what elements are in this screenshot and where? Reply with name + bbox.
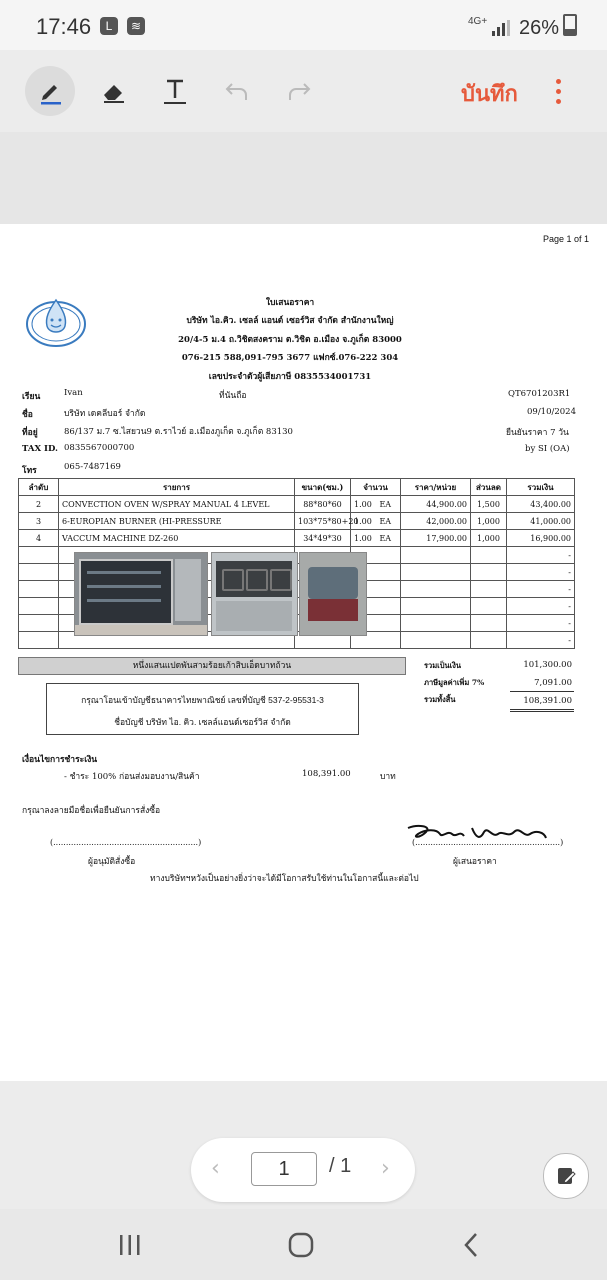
signal-icon — [492, 20, 510, 36]
drawing-toolbar — [0, 50, 607, 132]
canvas-margin — [0, 132, 607, 224]
payment-terms-item: - ชำระ 100% ก่อนส่งมอบงาน/สินค้า — [64, 772, 200, 782]
item-no: 3 — [19, 513, 59, 530]
prepared-by: by SI (OA) — [525, 444, 570, 454]
back-icon — [461, 1232, 481, 1258]
company-logo — [25, 294, 87, 348]
item-qty-cell — [351, 496, 401, 513]
sign-request: กรุณาลงลายมือชื่อเพื่อยืนยันการสั่งซื้อ — [22, 806, 161, 816]
taxid-value: 0835567000700 — [64, 443, 135, 453]
pen-icon — [35, 76, 65, 106]
quote-number: QT6701203R1 — [508, 389, 571, 399]
item-desc: VACCUM MACHINE DZ-260 — [59, 530, 295, 547]
item-price: 44,900.00 — [401, 496, 471, 513]
subtotal-value: 101,300.00 — [523, 660, 572, 670]
pen-tool-button[interactable] — [25, 66, 75, 116]
next-page-icon[interactable]: › — [381, 1156, 390, 1181]
page-label: Page 1 of 1 — [542, 234, 589, 244]
battery-status — [519, 14, 577, 40]
android-nav-bar — [0, 1209, 607, 1280]
item-qty: 1.00 — [354, 516, 372, 526]
col-header: ลำดับ — [19, 479, 59, 496]
empty-total: - — [507, 547, 575, 564]
item-total: 16,900.00 — [507, 530, 575, 547]
line-icon: L — [100, 17, 118, 35]
empty-total: - — [507, 564, 575, 581]
item-unit: EA — [379, 516, 392, 526]
quote-date: 09/10/2024 — [527, 407, 576, 417]
item-no: 4 — [19, 530, 59, 547]
item-desc: CONVECTION OVEN W/SPRAY MANUAL 4 LEVEL — [59, 496, 295, 513]
item-discount: 1,000 — [471, 513, 507, 530]
item-qty-cell — [351, 513, 401, 530]
ref-label: ที่นันถือ — [219, 391, 247, 401]
item-qty: 1.00 — [354, 533, 372, 543]
prev-page-icon[interactable]: ‹ — [211, 1156, 220, 1181]
page-total: / 1 — [329, 1155, 352, 1177]
name-label: ชื่อ — [22, 410, 33, 420]
vat-value: 7,091.00 — [534, 678, 572, 688]
item-desc: 6-EUROPIAN BURNER (HI-PRESSURE — [59, 513, 295, 530]
item-qty: 1.00 — [354, 499, 372, 509]
tel-label: โทร — [22, 466, 37, 476]
name-value: บริษัท เดคลีบอร์ จำกัด — [64, 409, 146, 419]
address-label: ที่อยู่ — [22, 428, 38, 438]
empty-total: - — [507, 581, 575, 598]
company-phone: 076-215 588,091-795 3677 แฟกซ์.076-222 304 — [181, 353, 399, 363]
taxid-label: TAX ID. — [22, 444, 59, 454]
footer-note: ทางบริษัทฯหวังเป็นอย่างยิ่งว่าจะได้มีโอกาสรับใช้ท่านในโอกาสนี้และต่อไป — [150, 874, 419, 884]
battery-percent: 26% — [518, 17, 559, 39]
page-navigator — [191, 1138, 415, 1202]
bank-account-name: ชื่อบัญชี บริษัท ไอ. คิว. เซลล์แอนด์เซอร์วิส จำกัด — [114, 717, 291, 727]
recent-apps-icon — [118, 1233, 142, 1257]
col-header: ส่วนลด — [471, 479, 507, 496]
bottom-area — [0, 1081, 607, 1280]
table-row — [19, 496, 575, 513]
grand-total-label: รวมทั้งสิ้น — [424, 695, 456, 704]
approver-label: ผู้อนุมัติสั่งซื้อ — [88, 857, 136, 867]
item-size: 88*80*60 — [295, 496, 351, 513]
item-price: 42,000.00 — [401, 513, 471, 530]
payment-terms-label: เงื่อนไขการชำระเงิน — [22, 755, 98, 765]
oven-photo — [74, 552, 208, 636]
bank-account-line: กรุณาโอนเข้าบัญชีธนาคารไทยพาณิชย์ เลขที่บัญชี 537-2-95531-3 — [81, 695, 324, 705]
empty-total: - — [507, 615, 575, 632]
payment-terms-unit: บาท — [380, 772, 396, 782]
edit-document-button[interactable] — [543, 1153, 589, 1199]
company-name: บริษัท ไอ.คิว. เซลล์ แอนด์ เซอร์วิส จำกัด สำนักงานใหญ่ — [186, 316, 394, 326]
quotation-document[interactable] — [0, 224, 607, 1081]
item-size: 34*49*30 — [295, 530, 351, 547]
eraser-icon — [98, 76, 128, 106]
col-header: จำนวน — [351, 479, 401, 496]
undo-button[interactable] — [212, 66, 262, 116]
validity-text: ยืนยันราคา 7 วัน — [506, 428, 569, 438]
status-bar — [0, 0, 607, 50]
col-header: รายการ — [59, 479, 295, 496]
text-tool-button[interactable] — [150, 66, 200, 116]
table-row — [19, 530, 575, 547]
redo-icon — [284, 76, 314, 106]
more-vert-icon[interactable] — [548, 76, 568, 108]
home-button[interactable] — [281, 1229, 321, 1261]
company-tax-id: เลขประจำตัวผู้เสียภาษี 0835534001731 — [208, 372, 372, 382]
item-discount: 1,000 — [471, 530, 507, 547]
item-unit: EA — [379, 499, 392, 509]
subtotal-label: รวมเป็นเงิน — [424, 661, 461, 670]
empty-total: - — [507, 632, 575, 649]
col-header: ราคา/หน่วย — [401, 479, 471, 496]
payment-terms-amount: 108,391.00 — [302, 769, 351, 779]
doc-title: ใบเสนอราคา — [265, 298, 315, 308]
bank-info-box — [46, 683, 359, 735]
total-double-underline — [510, 709, 574, 710]
network-type: 4G+ — [468, 16, 488, 27]
item-unit: EA — [379, 533, 392, 543]
recent-apps-button[interactable] — [110, 1229, 150, 1261]
item-qty-cell — [351, 530, 401, 547]
save-button[interactable]: บันทึก — [461, 82, 518, 107]
burner-photo — [211, 552, 298, 636]
page-number-input[interactable]: 1 — [251, 1152, 317, 1186]
item-total: 43,400.00 — [507, 496, 575, 513]
amount-in-words: หนึ่งแสนแปดพันสามร้อยเก้าสิบเอ็ดบาทถ้วน — [18, 657, 406, 675]
item-size: 103*75*80+20 — [295, 513, 351, 530]
item-discount: 1,500 — [471, 496, 507, 513]
col-header: รวมเงิน — [507, 479, 575, 496]
text-icon — [160, 76, 190, 106]
redo-button[interactable] — [274, 66, 324, 116]
table-header-row — [19, 479, 575, 496]
undo-icon — [222, 76, 252, 106]
empty-total: - — [507, 598, 575, 615]
table-row — [19, 513, 575, 530]
vacuum-machine-photo — [299, 552, 367, 636]
battery-icon — [563, 14, 577, 36]
item-no: 2 — [19, 496, 59, 513]
back-button[interactable] — [451, 1229, 491, 1261]
total-double-underline — [510, 711, 574, 712]
eraser-tool-button[interactable] — [88, 66, 138, 116]
to-label: เรียน — [22, 392, 41, 402]
vat-label: ภาษีมูลค่าเพิ่ม 7% — [424, 678, 485, 687]
item-total: 41,000.00 — [507, 513, 575, 530]
item-price: 17,900.00 — [401, 530, 471, 547]
quoter-signature-line: (.........................................................) — [412, 838, 564, 847]
approver-signature-line: (.........................................................) — [50, 838, 202, 847]
col-header: ขนาด(ซม.) — [295, 479, 351, 496]
wifi-display-icon: ≋ — [127, 17, 145, 35]
grand-total-value: 108,391.00 — [523, 696, 572, 706]
company-address: 20/4-5 ม.4 ถ.วิชิตสงคราม ต.วิชิต อ.เมือง จ.ภูเก็ต 83000 — [178, 335, 402, 345]
status-time: 17:46 — [36, 14, 92, 39]
home-icon — [288, 1232, 314, 1258]
tel-value: 065-7487169 — [64, 462, 121, 472]
address-value: 86/137 ม.7 ซ.ไสยวน9 ต.ราไวย์ อ.เมืองภูเก็ต จ.ภูเก็ต 83130 — [64, 427, 293, 437]
quoter-label: ผู้เสนอราคา — [453, 857, 497, 867]
total-underline — [510, 691, 574, 692]
edit-pen-icon — [555, 1165, 577, 1187]
to-value: Ivan — [64, 388, 83, 398]
